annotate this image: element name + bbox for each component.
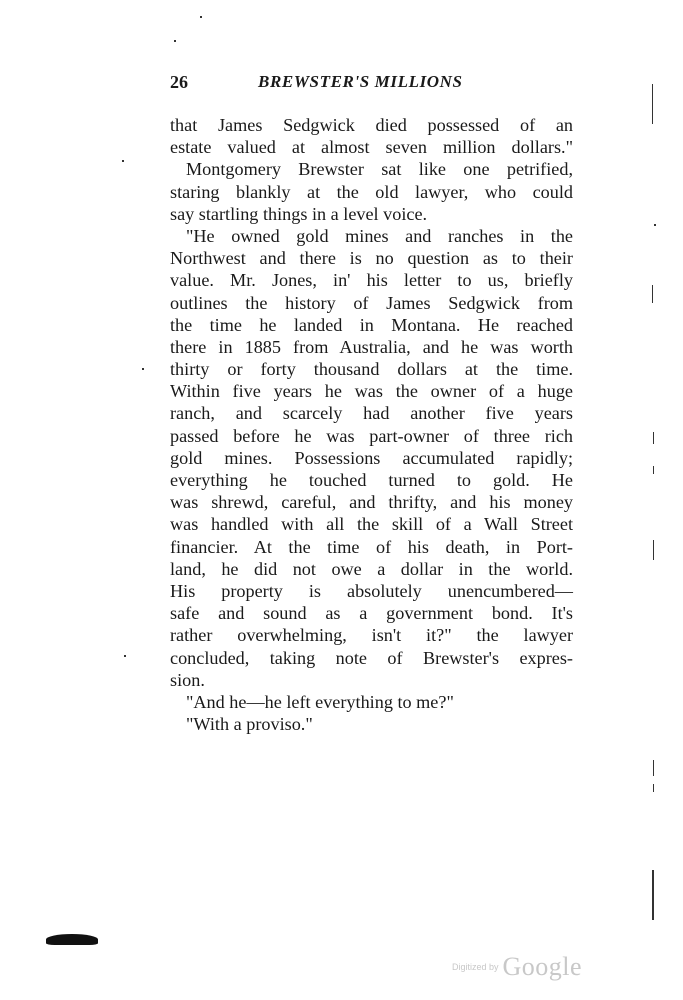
text-line: safe and sound as a government bond. It's [170, 603, 573, 624]
text-line: concluded, taking note of Brewster's expres- [170, 647, 573, 668]
text-line: sion. [170, 669, 205, 690]
text-line: that James Sedgwick died possessed of an [170, 115, 573, 135]
text-line: rather overwhelming, isn't it?" the lawyer [170, 625, 573, 646]
scan-edge-mark [652, 870, 654, 920]
google-watermark [452, 952, 582, 984]
page-header [170, 72, 575, 98]
text-line: staring blankly at the old lawyer, who could [170, 181, 573, 202]
text-line: outlines the history of James Sedgwick from [170, 292, 573, 313]
scan-edge-mark [653, 540, 654, 560]
text-line: thirty or forty thousand dollars at the time. [170, 359, 573, 380]
scan-speck [142, 368, 144, 370]
text-line: say startling things in a level voice. [170, 203, 428, 224]
google-logo: Google [502, 952, 583, 981]
scan-speck [200, 16, 202, 18]
text-line: financier. At the time of his death, in Port- [170, 536, 573, 557]
text-line: was handled with all the skill of a Wall Street [170, 514, 573, 535]
text-line: estate valued at almost seven million dollars." [170, 137, 573, 158]
scan-edge-mark [653, 432, 654, 444]
text-line: everything he touched turned to gold. He [170, 470, 573, 490]
text-line: Northwest and there is no question as to their [170, 248, 573, 269]
text-line: Montgomery Brewster sat like one petrified, [186, 159, 573, 180]
text-line: passed before he was part-owner of three rich [170, 425, 573, 446]
running-title: BREWSTER'S MILLIONS [258, 72, 463, 91]
text-line: "With a proviso." [186, 714, 313, 735]
body-text [170, 114, 573, 735]
text-line: gold mines. Possessions accumulated rapidly; [170, 447, 573, 468]
text-line: Within five years he was the owner of a huge [170, 381, 573, 402]
scan-speck [124, 655, 126, 657]
scan-ink-blot [46, 934, 98, 945]
scan-speck [122, 160, 124, 162]
text-line: ranch, and scarcely had another five years [170, 403, 573, 424]
page-number: 26 [170, 72, 188, 92]
scan-edge-mark [653, 466, 654, 474]
scan-edge-mark [652, 84, 653, 124]
text-line: "He owned gold mines and ranches in the [186, 225, 573, 246]
text-line: "And he—he left everything to me?" [186, 691, 454, 712]
scan-edge-mark [653, 784, 654, 792]
text-line: the time he landed in Montana. He reached [170, 314, 573, 335]
text-line: His property is absolutely unencumbered— [170, 580, 573, 601]
scan-speck [654, 224, 656, 226]
text-line: value. Mr. Jones, in' his letter to us, briefly [170, 270, 573, 291]
text-line: land, he did not owe a dollar in the world. [170, 558, 573, 579]
text-line: there in 1885 from Australia, and he was worth [170, 336, 573, 357]
scan-edge-mark [653, 760, 654, 776]
watermark-digitized-text: Digitized by [452, 962, 499, 972]
scan-edge-mark [652, 285, 653, 303]
scan-speck [174, 40, 176, 42]
text-line: was shrewd, careful, and thrifty, and his money [170, 492, 573, 513]
